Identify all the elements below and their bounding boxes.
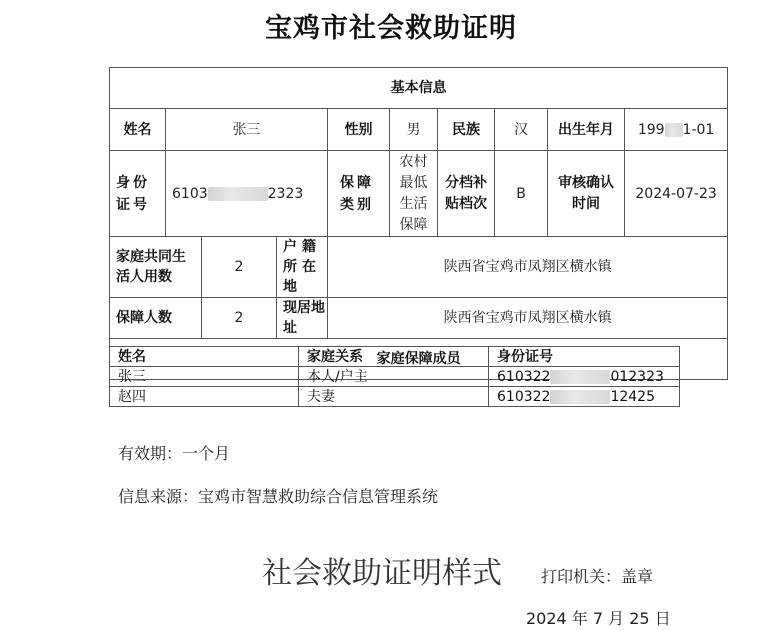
member-name: 张三 bbox=[110, 367, 299, 387]
redaction-mark bbox=[665, 123, 683, 137]
member-id-suffix: 012323 bbox=[610, 368, 664, 385]
issue-date: 2024 年 7 月 25 日 bbox=[526, 609, 671, 628]
id-suffix: 2323 bbox=[267, 185, 304, 202]
ethnicity-label: 民族 bbox=[438, 109, 495, 151]
member-relation: 本人/户主 bbox=[299, 367, 489, 387]
gender-value: 男 bbox=[390, 109, 438, 151]
redaction-mark bbox=[550, 390, 610, 404]
redaction-mark bbox=[208, 187, 268, 201]
covered-value: 2 bbox=[202, 298, 277, 339]
column-header-name: 姓名 bbox=[110, 347, 299, 367]
hukou-label: 户籍所在地 bbox=[277, 237, 328, 298]
members-column-headers bbox=[110, 347, 680, 367]
column-header-relation: 家庭关系 bbox=[299, 347, 489, 367]
covered-label: 保障人数 bbox=[110, 298, 202, 339]
member-id-suffix: 12425 bbox=[610, 388, 655, 405]
member-id bbox=[489, 387, 680, 407]
name-value: 张三 bbox=[166, 109, 328, 151]
basic-info-table bbox=[109, 67, 728, 380]
address-value: 陕西省宝鸡市凤翔区横水镇 bbox=[328, 298, 728, 339]
review-value: 2024-07-23 bbox=[625, 151, 728, 237]
id-value bbox=[166, 151, 328, 237]
member-id bbox=[489, 367, 680, 387]
basic-info-header: 基本信息 bbox=[110, 68, 728, 109]
address-label: 现居地址 bbox=[277, 298, 328, 339]
table-row bbox=[110, 367, 680, 387]
birth-prefix: 199 bbox=[637, 121, 665, 138]
members-header: 家庭保障成员 bbox=[110, 339, 728, 380]
footer-title: 社会救助证明样式 bbox=[262, 556, 502, 591]
household-value: 2 bbox=[202, 237, 277, 298]
id-prefix: 6103 bbox=[172, 185, 208, 202]
household-label: 家庭共同生活人用数 bbox=[110, 237, 202, 298]
tier-label: 分档补贴档次 bbox=[438, 151, 495, 237]
members-table bbox=[109, 346, 680, 407]
birth-suffix: 1-01 bbox=[682, 121, 715, 138]
member-id-prefix: 610322 bbox=[497, 368, 551, 385]
id-label: 身份证号 bbox=[110, 151, 166, 237]
birth-value bbox=[625, 109, 728, 151]
table-row bbox=[110, 387, 680, 407]
guarantee-type-label: 保障类别 bbox=[328, 151, 390, 237]
guarantee-type-value: 农村最低生活保障 bbox=[390, 151, 438, 237]
redaction-mark bbox=[550, 370, 610, 384]
validity-text: 有效期：一个月 bbox=[118, 444, 231, 463]
gender-label: 性别 bbox=[328, 109, 390, 151]
member-relation: 夫妻 bbox=[299, 387, 489, 407]
column-header-id: 身份证号 bbox=[489, 347, 680, 367]
source-text: 信息来源：宝鸡市智慧救助综合信息管理系统 bbox=[118, 487, 439, 506]
ethnicity-value: 汉 bbox=[495, 109, 548, 151]
review-label: 审核确认时间 bbox=[548, 151, 625, 237]
tier-value: B bbox=[495, 151, 548, 237]
document-title: 宝鸡市社会救助证明 bbox=[265, 13, 517, 44]
member-name: 赵四 bbox=[110, 387, 299, 407]
member-id-prefix: 610322 bbox=[497, 388, 551, 405]
name-label: 姓名 bbox=[110, 109, 166, 151]
print-office-text: 打印机关：盖章 bbox=[541, 567, 654, 586]
birth-label: 出生年月 bbox=[548, 109, 625, 151]
hukou-value: 陕西省宝鸡市凤翔区横水镇 bbox=[328, 237, 728, 298]
